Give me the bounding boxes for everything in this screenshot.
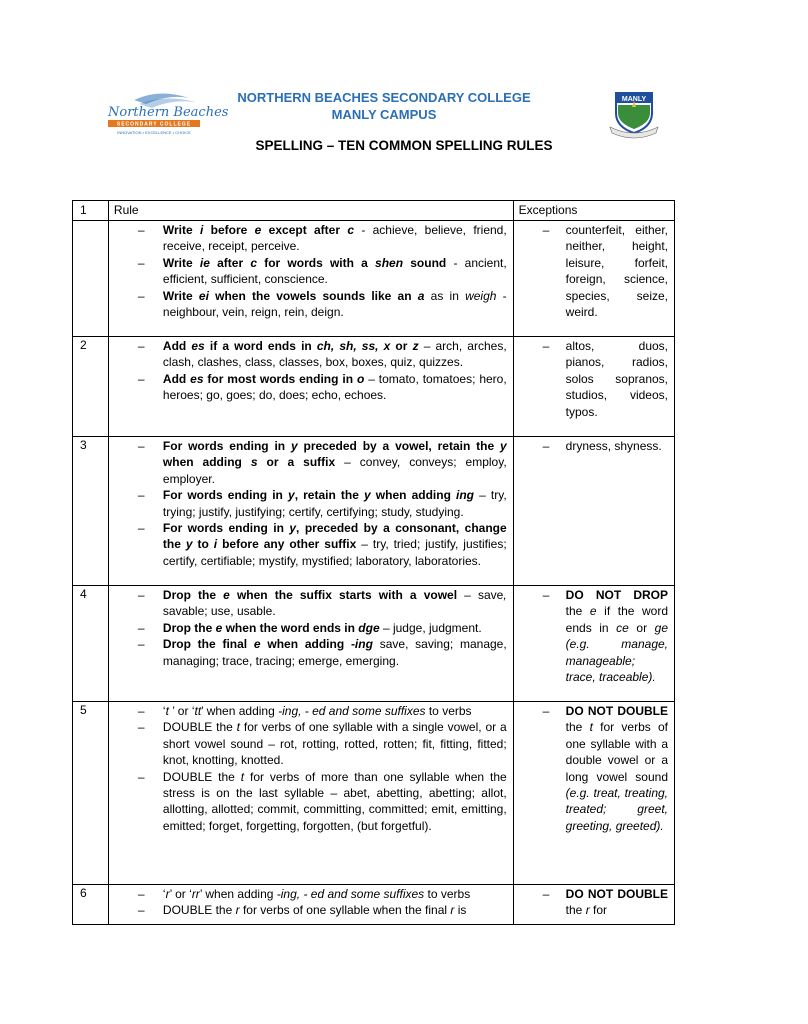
text-run: s (250, 455, 258, 470)
rule-item-list (109, 221, 513, 320)
text-run: savable; use, usable. (162, 604, 276, 619)
rule-item (163, 222, 507, 255)
rule-item (163, 902, 507, 918)
text-run: ’ or ‘ (169, 887, 192, 901)
text-run: o (356, 371, 365, 386)
exception-item (566, 703, 668, 834)
header-rule: Rule (108, 201, 513, 221)
text-run: y (364, 488, 371, 503)
text-run: es (190, 371, 204, 386)
text-run: -ing, - ed and some suffixes (276, 887, 425, 901)
text-run: ie (199, 255, 210, 270)
rule-number: 6 (73, 885, 109, 925)
text-run: ce (616, 620, 629, 635)
text-run: For words ending in (162, 521, 290, 536)
text-run: t (589, 720, 593, 735)
exception-item (566, 438, 668, 454)
rule-item (163, 438, 507, 487)
text-run: e (253, 637, 261, 652)
college-name: NORTHERN BEACHES SECONDARY COLLEGE (237, 90, 531, 105)
text-run: , (503, 588, 507, 602)
header-number: 1 (73, 201, 109, 221)
text-run: y (290, 439, 298, 453)
exception-item (566, 222, 668, 320)
rule-item (163, 487, 507, 520)
text-run: – tomato, tomatoes; hero, heroes; go, goes; do, does; echo, echoes. (162, 371, 507, 403)
rule-cell (108, 437, 513, 586)
text-run: t (236, 720, 241, 735)
text-run: DOUBLE the (162, 769, 241, 784)
text-run: DO NOT DOUBLE (565, 704, 668, 718)
exceptions-cell (513, 221, 674, 337)
text-run: t (165, 704, 169, 718)
text-run: r (450, 903, 455, 918)
text-run: a (417, 288, 425, 303)
text-run: -ing (350, 637, 373, 652)
text-run: ’ when adding (201, 704, 279, 718)
rule-row (73, 437, 675, 586)
text-run: the (565, 604, 590, 619)
text-run: for (589, 903, 608, 918)
text-run: Add (162, 339, 192, 353)
text-run: when adding (260, 637, 351, 652)
exception-item-list (514, 885, 674, 919)
text-run: e (215, 620, 223, 635)
text-run: save, saving; manage, managing; trace, tracing; emerge, emerging. (162, 637, 507, 668)
text-run: ’ or ‘ (168, 704, 195, 718)
text-run: preceded by a vowel, retain the (297, 439, 500, 453)
document-title: SPELLING – TEN COMMON SPELLING RULES (255, 138, 553, 153)
text-run: c (347, 223, 355, 237)
exceptions-cell (513, 702, 674, 885)
text-run: for verbs of one syllable when the final (239, 903, 451, 918)
text-run: dge (358, 620, 380, 635)
rule-row (73, 885, 675, 925)
exception-item (566, 587, 668, 685)
text-run: – judge, judgment. (379, 620, 482, 635)
exception-item-list (514, 337, 674, 420)
rule-item (163, 371, 507, 404)
text-run: ’ when adding (199, 887, 277, 901)
text-run: r (165, 887, 170, 901)
exception-item (566, 338, 668, 420)
crest-text: MANLY (621, 96, 647, 103)
text-run: t (240, 769, 245, 784)
rule-item (163, 703, 507, 719)
text-run: z (412, 339, 419, 353)
text-run: e (223, 588, 230, 602)
header-exceptions: Exceptions (513, 201, 674, 221)
rule-cell (108, 337, 513, 437)
text-run: , preceded by a consonant, change the (162, 521, 507, 552)
page-header (0, 0, 768, 200)
text-run: Drop the (162, 620, 216, 635)
exception-item-list (514, 702, 674, 834)
text-run: to verbs (424, 887, 471, 901)
rule-item-list (109, 337, 513, 404)
text-run: y (499, 439, 507, 453)
text-run: ing (456, 488, 475, 503)
text-run: the (565, 903, 586, 918)
text-run: (e.g. manage, manageable; trace, traceable). (565, 637, 668, 685)
text-run: before (203, 223, 255, 237)
text-run: – save (457, 588, 504, 602)
campus-name: MANLY CAMPUS (331, 107, 437, 122)
text-run: (e.g. treat, treating, treated; greet, greeting, greeted). (565, 786, 668, 833)
rule-cell (108, 586, 513, 702)
rule-item (163, 636, 507, 669)
rule-number: 2 (73, 337, 109, 437)
text-run: es (191, 339, 205, 353)
text-run: for verbs of more than one syllable when the stress is on the last syllable – abet, abetting, abetting; allot, allotting, allotted; commit, committing, committed; emit, emitting, emitted; forget, forgetting, forgotten, (but forgetful). (162, 769, 507, 833)
text-run: – arch, arches, clash, clashes, class, classes, box, boxes, quiz, quizzes. (162, 339, 507, 370)
rule-number: 5 (73, 702, 109, 885)
text-run: - achieve, believe, friend, receive, receipt, perceive. (162, 223, 507, 254)
text-run: or (390, 339, 413, 353)
text-run: - ancient, efficient, sufficient, conscience. (162, 255, 507, 287)
text-run: -ing, - ed and some suffixes (278, 704, 426, 718)
rule-item-list (109, 885, 513, 919)
rule-item (163, 587, 507, 620)
text-run: DO NOT DROP (565, 588, 668, 602)
rules-table-body (73, 201, 675, 925)
text-run: tt (194, 704, 202, 718)
text-run: – convey, conveys; employ, employer. (162, 455, 507, 486)
text-run: to verbs (425, 704, 472, 718)
text-run: the (565, 720, 590, 735)
text-run: i (213, 537, 218, 552)
text-run: - neighbour, vein, reign, rein, deign. (162, 288, 507, 320)
rule-cell (108, 702, 513, 885)
text-run: for most words ending in (203, 371, 357, 386)
rule-number: 3 (73, 437, 109, 586)
text-run: ge (654, 620, 668, 635)
text-run: DO NOT DOUBLE (565, 887, 668, 901)
text-run: for words with a (257, 255, 376, 270)
text-run: except after (261, 223, 348, 237)
text-run: or a suffix (257, 455, 336, 470)
manly-campus-crest (606, 87, 662, 137)
text-run: to (192, 537, 214, 552)
rule-number (73, 221, 109, 337)
text-run: y (288, 488, 295, 503)
text-run: DOUBLE the (162, 903, 236, 918)
rule-number: 4 (73, 586, 109, 702)
text-run: , retain the (294, 488, 365, 503)
text-run: e (254, 223, 262, 237)
logo-tagline: INNOVATION • EXCELLENCE • CHOICE (117, 130, 191, 135)
rule-item (163, 338, 507, 371)
spelling-rules-table (72, 200, 675, 925)
rule-row (73, 221, 675, 337)
exception-item-list (514, 437, 674, 454)
text-run: Drop the final (162, 637, 254, 652)
rule-item (163, 288, 507, 321)
exception-item-list (514, 586, 674, 685)
text-run: for verbs of one syllable with a single vowel, or a short vowel sound – rot, rotting, rotted, rotten; fit, fitting, fitted; knot, knotting, knotted. (162, 720, 507, 768)
text-run: r (585, 903, 590, 918)
exceptions-cell (513, 337, 674, 437)
text-run: – try, tried; justify, justifies; certify, certifiable; mystify, mystified; laboratory, laboratories. (162, 537, 507, 568)
logo-name: Northern Beaches (108, 105, 229, 120)
text-run: – try, trying; justify, justifying; certify, certifying; study, studying. (162, 488, 507, 519)
text-run: rr (191, 887, 200, 901)
text-run: i (200, 223, 204, 237)
text-run: if the word ends in (565, 604, 668, 635)
text-run: Write (162, 255, 200, 270)
rule-item-list (109, 586, 513, 669)
exception-item (566, 886, 668, 919)
text-run: if a word ends in (204, 339, 317, 353)
text-run: ‘ (162, 887, 166, 901)
text-run: for verbs of one syllable with a double vowel or a long vowel sound (565, 720, 669, 784)
text-run: as in (424, 288, 466, 303)
table-header-row (73, 201, 675, 221)
text-run: r (235, 903, 240, 918)
text-run: is (454, 903, 467, 918)
text-run: e (589, 604, 597, 619)
text-run: y (185, 537, 193, 552)
text-run: Drop the (162, 588, 224, 602)
exception-item-list (514, 221, 674, 320)
text-run: ch, sh, ss, x (316, 339, 391, 353)
text-run: altos, duos, pianos, radios, solos sopranos, studios, videos, typos. (565, 339, 668, 419)
rule-row (73, 702, 675, 885)
exceptions-cell (513, 586, 674, 702)
rule-item-list (109, 702, 513, 834)
rule-item (163, 769, 507, 835)
text-run: Add (162, 371, 191, 386)
text-run: dryness, shyness. (565, 439, 662, 453)
rule-cell (108, 221, 513, 337)
rule-item (163, 520, 507, 569)
text-run: For words ending in (162, 488, 288, 503)
rule-item (163, 886, 507, 902)
exceptions-cell (513, 885, 674, 925)
rule-cell (108, 885, 513, 925)
text-run: or (628, 620, 655, 635)
exceptions-cell (513, 437, 674, 586)
text-run: when the suffix starts with a vowel (229, 588, 458, 602)
text-run: y (289, 521, 297, 536)
text-run: when the word ends in (222, 620, 359, 635)
text-run: when adding (162, 455, 251, 470)
text-run: Write (162, 288, 199, 303)
text-run: shen (375, 255, 404, 270)
logo-band: SECONDARY COLLEGE (116, 121, 192, 128)
text-run: after (209, 255, 251, 270)
text-run: ei (198, 288, 209, 303)
text-run: c (250, 255, 258, 270)
rule-row (73, 337, 675, 437)
text-run: sound (403, 255, 447, 270)
text-run: when the vowels sounds like an (208, 288, 418, 303)
text-run: ‘ (162, 704, 166, 718)
text-run: before any other suffix (217, 537, 357, 552)
rule-item (163, 255, 507, 288)
text-run: For words ending in (162, 439, 291, 453)
text-run: weigh (465, 288, 497, 303)
rule-row (73, 586, 675, 702)
rule-item (163, 620, 507, 636)
text-run: when adding (370, 488, 457, 503)
rule-item-list (109, 437, 513, 569)
text-run: Write (162, 223, 201, 237)
text-run: counterfeit, either, neither, height, leisure, forfeit, foreign, science, species, seize, weird. (565, 223, 668, 320)
text-run: DOUBLE the (162, 720, 237, 735)
rule-item (163, 719, 507, 768)
